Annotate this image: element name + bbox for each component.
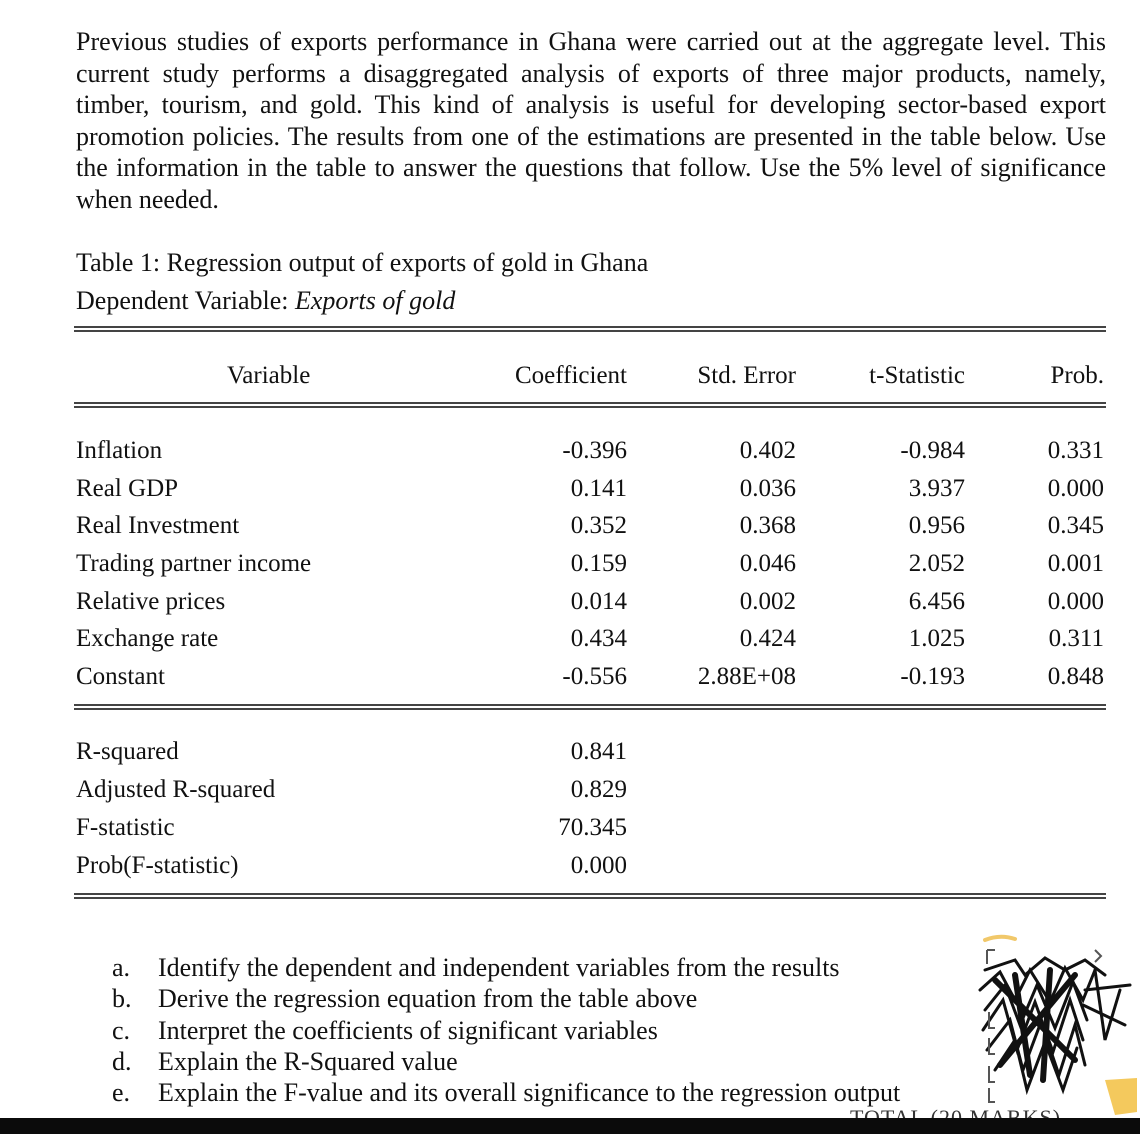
row-t-statistic: 3.937 bbox=[908, 475, 965, 502]
bottom-black-bar bbox=[0, 1118, 1140, 1134]
header-t-statistic: t-Statistic bbox=[869, 362, 965, 389]
header-variable: Variable bbox=[227, 362, 311, 389]
row-prob: 0.001 bbox=[1047, 550, 1104, 577]
dependent-label: Dependent Variable: bbox=[76, 286, 289, 315]
row-t-statistic: 0.956 bbox=[908, 512, 965, 539]
row-t-statistic: -0.193 bbox=[900, 663, 965, 690]
header-prob: Prob. bbox=[1050, 362, 1104, 389]
question-item bbox=[112, 952, 900, 983]
row-std-error: 0.424 bbox=[739, 625, 796, 652]
question-text: Explain the F-value and its overall significance to the regression output bbox=[158, 1078, 901, 1108]
question-item bbox=[112, 1015, 900, 1046]
row-std-error: 0.402 bbox=[739, 437, 796, 464]
dependent-value: Exports of gold bbox=[295, 286, 456, 315]
row-prob: 0.000 bbox=[1047, 475, 1104, 502]
table-bottom-rule bbox=[74, 893, 1106, 899]
row-prob: 0.000 bbox=[1047, 588, 1104, 615]
dependent-variable-caption bbox=[76, 285, 455, 317]
row-variable: Inflation bbox=[76, 437, 163, 464]
intro-paragraph: Previous studies of exports performance in Ghana were carried out at the aggregate level. This current study performs a disaggregated analysis of exports of three major products, namely, timber, tourism, and gold. This kind of analysis is useful for developing sector-based export promotion policies. The results from one of the estimations are presented in the table below. Use the information in the table to answer the questions that follow. Use the 5% level of significance when needed. bbox=[76, 27, 1106, 214]
stat-value: 0.000 bbox=[570, 852, 627, 879]
row-variable: Relative prices bbox=[76, 588, 226, 615]
row-coefficient: 0.434 bbox=[570, 625, 627, 652]
stat-value: 70.345 bbox=[558, 814, 627, 841]
row-prob: 0.331 bbox=[1047, 437, 1104, 464]
row-coefficient: 0.159 bbox=[570, 550, 627, 577]
stat-label: Adjusted R-squared bbox=[76, 776, 276, 803]
row-variable: Real GDP bbox=[76, 475, 179, 502]
table-top-rule bbox=[74, 326, 1106, 332]
row-coefficient: 0.014 bbox=[570, 588, 627, 615]
row-std-error: 0.002 bbox=[739, 588, 796, 615]
row-coefficient: -0.396 bbox=[562, 437, 627, 464]
scribble-redaction bbox=[955, 930, 1140, 1120]
row-coefficient: 0.352 bbox=[570, 512, 627, 539]
stat-label: Prob(F-statistic) bbox=[76, 852, 239, 879]
question-letter: d. bbox=[112, 1046, 132, 1076]
question-letter: e. bbox=[112, 1078, 131, 1108]
stat-label: R-squared bbox=[76, 738, 179, 765]
row-variable: Trading partner income bbox=[76, 550, 312, 577]
question-letter: a. bbox=[112, 953, 131, 982]
question-text: Explain the R-Squared value bbox=[158, 1046, 458, 1076]
row-t-statistic: 1.025 bbox=[908, 625, 965, 652]
row-std-error: 2.88E+08 bbox=[697, 663, 796, 690]
row-prob: 0.848 bbox=[1047, 663, 1104, 690]
table-header-rule bbox=[74, 402, 1106, 408]
row-variable: Constant bbox=[76, 663, 165, 690]
row-prob: 0.311 bbox=[1048, 625, 1104, 652]
row-variable: Real Investment bbox=[76, 512, 240, 539]
question-item bbox=[112, 1077, 900, 1108]
row-coefficient: 0.141 bbox=[570, 475, 627, 502]
row-coefficient: -0.556 bbox=[562, 663, 627, 690]
header-std-error: Std. Error bbox=[697, 362, 796, 389]
row-t-statistic: -0.984 bbox=[900, 437, 965, 464]
question-item bbox=[112, 1046, 900, 1077]
stat-label: F-statistic bbox=[76, 814, 175, 841]
question-letter: b. bbox=[112, 984, 132, 1014]
table-body-rule bbox=[74, 704, 1106, 710]
row-variable: Exchange rate bbox=[76, 625, 219, 652]
header-coefficient: Coefficient bbox=[515, 362, 627, 389]
question-text: Derive the regression equation from the table above bbox=[158, 984, 698, 1014]
row-std-error: 0.036 bbox=[739, 475, 796, 502]
table-title: Table 1: Regression output of exports of gold in Ghana bbox=[76, 248, 649, 277]
question-item bbox=[112, 983, 900, 1014]
row-t-statistic: 2.052 bbox=[908, 550, 965, 577]
row-std-error: 0.046 bbox=[739, 550, 796, 577]
question-letter: c. bbox=[112, 1015, 131, 1045]
row-prob: 0.345 bbox=[1047, 512, 1104, 539]
row-t-statistic: 6.456 bbox=[908, 588, 965, 615]
question-text: Interpret the coefficients of significant variables bbox=[158, 1015, 658, 1045]
question-text: Identify the dependent and independent variables from the results bbox=[158, 953, 840, 982]
stat-value: 0.841 bbox=[570, 738, 627, 765]
row-std-error: 0.368 bbox=[739, 512, 796, 539]
question-list bbox=[112, 952, 900, 1108]
stat-value: 0.829 bbox=[570, 776, 627, 803]
